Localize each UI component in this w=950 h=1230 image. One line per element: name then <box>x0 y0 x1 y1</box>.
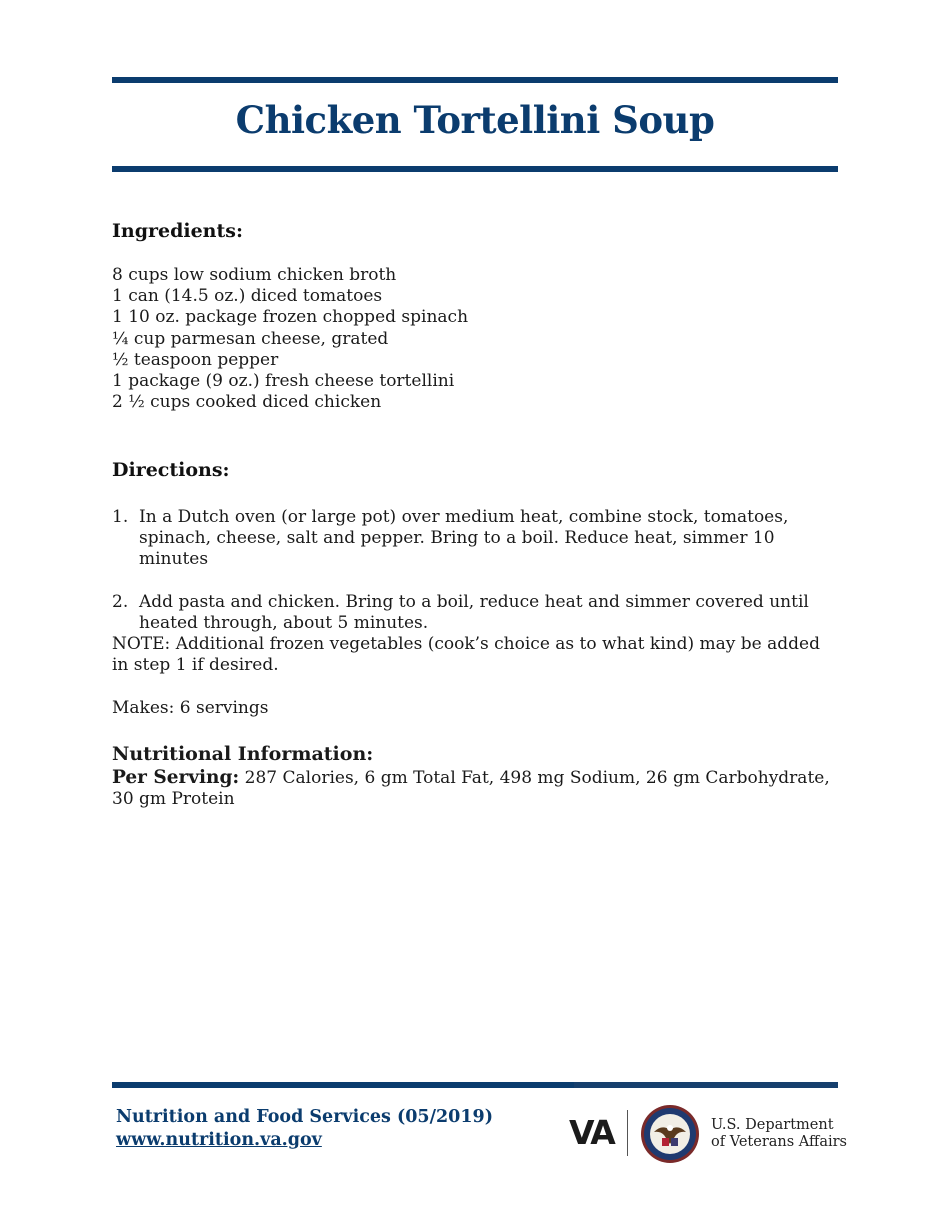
step-text: Add pasta and chicken. Bring to a boil, reduce heat and simmer covered until heated through, about 5 minutes. <box>139 591 809 633</box>
footer-rule <box>112 1082 838 1088</box>
ingredient-item: 1 10 oz. package frozen chopped spinach <box>112 307 469 328</box>
per-serving-label: Per Serving: <box>112 767 240 788</box>
va-department-name: U.S. Department of Veterans Affairs <box>711 1117 847 1150</box>
header-top-rule <box>112 77 838 83</box>
logo-divider <box>627 1110 628 1156</box>
footer-website-link[interactable]: www.nutrition.va.gov <box>116 1130 322 1150</box>
va-logo: VA <box>569 1113 614 1152</box>
ingredients-heading: Ingredients: <box>112 220 243 242</box>
direction-step <box>112 507 838 571</box>
step-text: In a Dutch oven (or large pot) over medium heat, combine stock, tomatoes, spinach, cheese, salt and pepper. Bring to a boil. Reduce heat, simmer 10 minutes <box>139 507 789 570</box>
direction-step <box>112 592 838 634</box>
footer-org-name: Nutrition and Food Services (05/2019) <box>116 1107 493 1127</box>
header-bottom-rule <box>112 166 838 172</box>
recipe-note: NOTE: Additional frozen vegetables (cook’s choice as to what kind) may be added in step 1 if desired. <box>112 634 820 676</box>
nutrition-heading: Nutritional Information: <box>112 743 374 765</box>
ingredient-item: 8 cups low sodium chicken broth <box>112 265 397 285</box>
directions-heading: Directions: <box>112 459 230 481</box>
directions-list <box>112 507 838 655</box>
per-serving-values: 287 Calories, 6 gm Total Fat, 498 mg Sodium, 26 gm Carbohydrate, 30 gm Protein <box>112 768 830 810</box>
step-number: 1. <box>112 507 129 527</box>
step-number: 2. <box>112 591 129 612</box>
va-seal-icon <box>640 1104 700 1164</box>
servings-count: Makes: 6 servings <box>112 698 269 718</box>
page-title: Chicken Tortellini Soup <box>235 98 715 142</box>
ingredient-item: 1 package (9 oz.) fresh cheese tortellini <box>112 371 455 392</box>
ingredient-item: ¼ cup parmesan cheese, grated <box>112 328 389 349</box>
ingredient-item: 2 ½ cups cooked diced chicken <box>112 392 382 413</box>
nutrition-info <box>112 767 838 810</box>
ingredients-list <box>112 265 468 413</box>
ingredient-item: 1 can (14.5 oz.) diced tomatoes <box>112 286 383 307</box>
ingredient-item: ½ teaspoon pepper <box>112 349 279 370</box>
